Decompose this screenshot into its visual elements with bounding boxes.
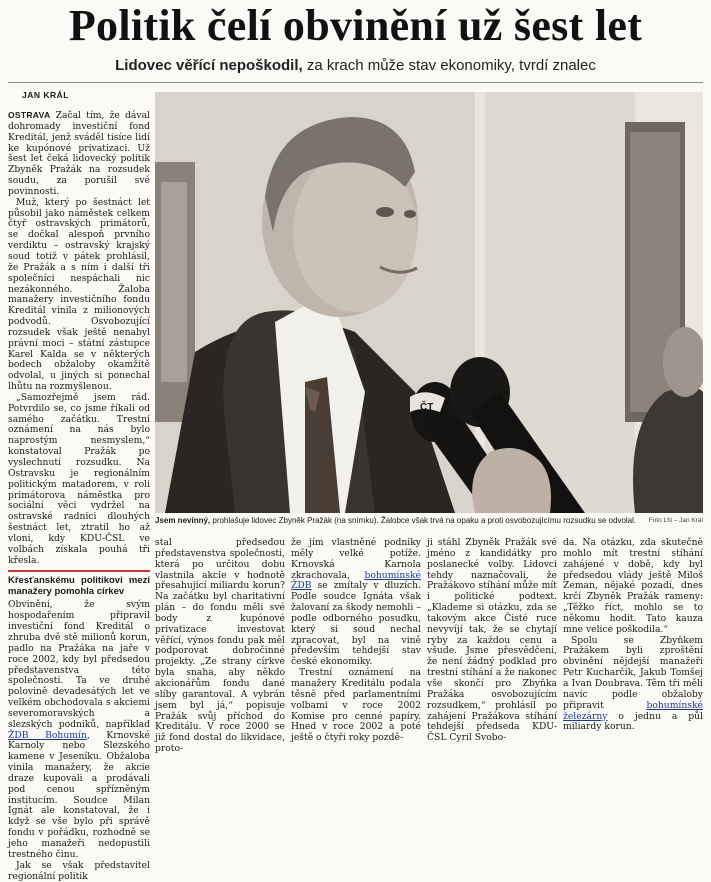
paragraph <box>8 110 150 198</box>
crosshead: Křesťanskému politikovi mezi manažery pomohla církev <box>8 570 150 597</box>
paragraph: Trestní oznámení na manažery Kreditálu podala těsně před parlamentními volbami v roce 2002 Komise pro cenné papíry. Hned v roce 2002 a poté ještě o čtyři roky pozdě- <box>291 667 421 744</box>
paragraph: da. Na otázku, zda skutečně mohlo mít trestní stíhání zahájené v době, kdy byl předsedou vlády ještě Miloš Zeman, nějaké pozadí, dnes krčí Zbyněk Pražák rameny: „Těžko říct, mohlo se to někomu hodit. Tato kauza mne velice poškodila.“ <box>563 537 703 635</box>
paragraph-text: že jím vlastněné podniky měly velké potíže. Krnovská Karnola zkrachovala, <box>291 537 421 581</box>
paragraph-text: se zmítaly v dluzích. Podle soudce Ignáta však žalovaní za škody nemohli – podle odborného posudku, který si soud nechal zpracovat, byl na vině především tehdejší stav české ekonomiky. <box>291 580 421 668</box>
paragraph-text: Spolu se Zbyňkem Pražákem byli zproštění obvinění nějdejší manažeři Petr Kucharčík, Jakub Tomšej a Ivan Doubrava. Těm tři měli navíc podle obžaloby připravit <box>563 634 703 711</box>
paragraph-text: , Krnovské Karnoly nebo Slezského kamene v Jeseníku. Obžaloba vinila manažery, že akcie draze kupovali a prodávali pod cenou spřízněným institucím. Soudce Milan Ignát ale konstatoval, že i když se vše bylo při správě fondu v pořádku, rozhodně se jeho manažeři nedopustili trestného činu. <box>8 729 150 860</box>
paragraph: Muž, který po šestnáct let působil jako náměstek celkem čtyř ostravských primátorů, se dočkal alespoň prvního verdiktu – ostravský krajský soud totiž v pátek prohlásil, že Pražák a s ním i další tři společníci nespáchali nic nezákonného. Žaloba manažery investičního fondu Kreditál vinila z milionových podvodů. Osvobozující rozsudek však ještě nenabyl právní moci – státní zástupce Karel Kalda se v některých bodech obžaloby okamžitě odvolal, u jiných si ponechal lhůtu na rozmyšlenou. <box>8 196 150 393</box>
paragraph <box>563 636 703 734</box>
paragraph-text: Obvinění, že svým hospodařením připravil investiční fond Kreditál o zhruba dvě stě milionů korun, padlo na Pražáka na jaře v roce 2002, kdy byl předsedou představenstva této společnosti. Ta ve druhé polovině devadesátých let ve velkém obchodovala s akciemi severomoravských a slezských podniků, například <box>8 599 150 730</box>
article-column-2 <box>155 538 285 755</box>
subhead-bold: Lidovec věřící nepoškodil, <box>115 57 303 74</box>
article-column-3 <box>291 538 421 744</box>
subhead-rest: za krach může stav ekonomiky, tvrdí znalec <box>302 57 596 74</box>
paragraph-text: o jednu a půl miliardy korun. <box>563 710 703 733</box>
link-zdb-bohumin[interactable]: ŽDB Bohumín <box>8 729 87 741</box>
header-rule <box>8 82 703 83</box>
article-photo <box>155 92 703 513</box>
photo-caption <box>155 516 703 526</box>
article-column-5 <box>563 538 703 733</box>
photo-illustration <box>155 92 703 513</box>
dateline: OSTRAVA <box>8 110 51 120</box>
paragraph: „Samozřejmě jsem rád. Potvrdilo se, co jsme říkali od samého začátku. Trestní oznámení na nás bylo naprostým nesmyslem,“ konstatoval Pražák po vyslechnutí rozsudku. Na Ostravsku je regionálním politickým matadorem, v roli primátorova náměstka pro sociální věci vydržel na ostravské radnici dlouhých šestnáct let, ztratil ho až vloni, kdy KDU-ČSL ve volbách získala pouhá tři křesla. <box>8 391 150 566</box>
paragraph: stal předsedou představenstva společnosti, která po určitou dobu vlastnila akcie v hodnotě přesahující miliardu korun? Na začátku byl charitativní plán – do fondu měli své body z kupónové privatizace investovat věřící, výnos fondu pak měl podporovat dobročinné projekty. „Ze strany církve byla snaha, aby někdo akcionářům fondu dané slíby garantoval. A vybrán jsem byl já,“ popisuje Pražák svůj příchod do Kreditálu. V roce 2000 se již fond dostal do likvidace, proto- <box>155 537 285 755</box>
mic-logo: ČT <box>420 402 434 413</box>
link-bohuminske-zdb[interactable]: bohumínské ŽDB <box>291 569 421 592</box>
article-column-1 <box>8 110 150 882</box>
subheadline <box>0 57 711 74</box>
paragraph <box>291 538 421 668</box>
photo-credit: Foto LN – Jan Král <box>648 517 703 524</box>
article-column-4 <box>427 538 557 744</box>
caption-text: prohlašuje lidovec Zbyněk Pražák (na snímku). Žalobce však trvá na opaku a proti osvobozujícímu rozsudku se odvolal. <box>210 516 637 525</box>
byline: JAN KRÁL <box>22 90 69 100</box>
caption-bold: Jsem nevinný, <box>155 516 211 525</box>
headline: Politik čelí obvinění už šest let <box>68 1 643 50</box>
paragraph: Jak se však představitel regionální politik <box>8 859 150 882</box>
link-bohuminske-zelezarny[interactable]: bohumínské železárny <box>563 699 703 722</box>
paragraph: ji stáhl Zbyněk Pražák své jméno z kandidátky pro poslanecké volby. Lidovci tehdy naznačovali, že Pražákovo stíhání může mít i politické podtext. „Klademe si otázku, zda se takovým akce Čisté ruce nevyvíjí tak, že se chytají ryby za každou cenu a všude. Jsme přesvědčeni, že není žádný podklad pro trestní stíhání a že nakonec vše skončí pro Zbyňka Pražáka osvobozujícím rozsudkem,“ prohlásil po zahájení Pražákova stíhání tehdejší předseda KDU-ČSL Cyril Svobo- <box>427 537 557 744</box>
paragraph-text: Začal tím, že dával dohromady investiční fond Kreditál, jenž sváděl tisíce lidí ke kupónové privatizaci. Už šest let čeká lidovecký politik Zbyněk Pražák na rozsudek soudu, za porušil své povinnosti. <box>8 110 150 197</box>
paragraph <box>8 600 150 860</box>
